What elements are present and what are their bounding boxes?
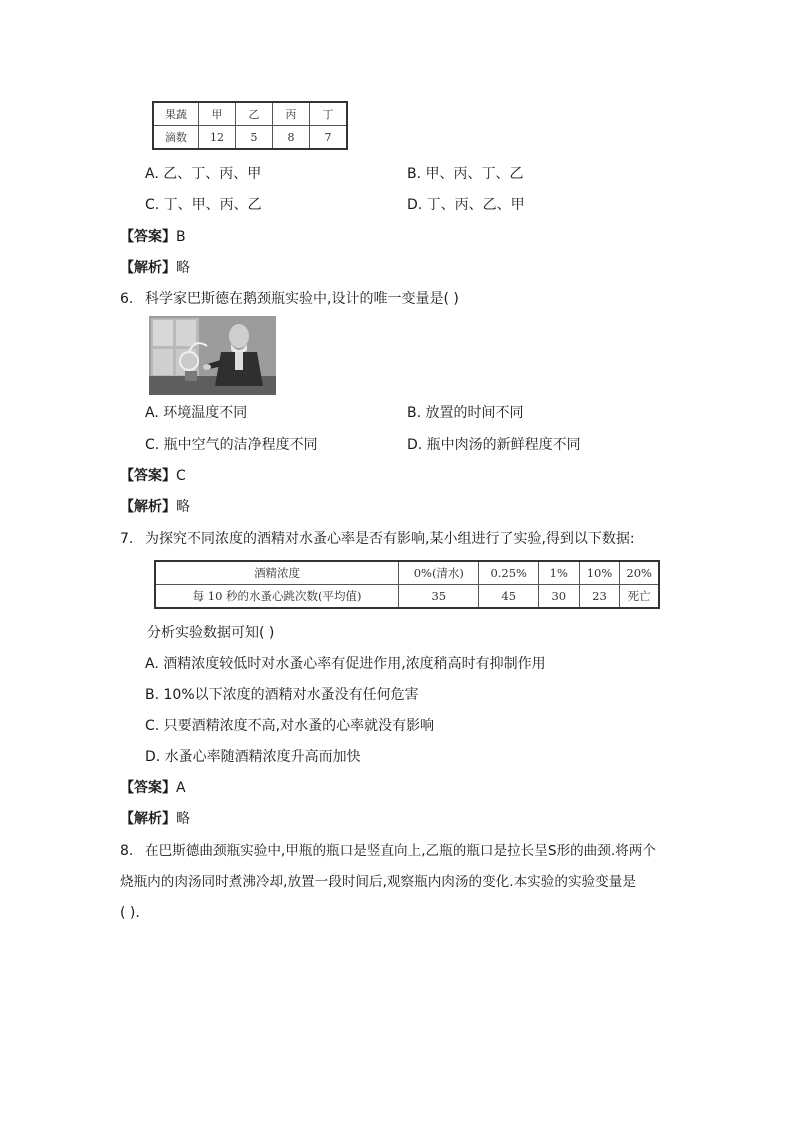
answer-label: 【答案】 xyxy=(120,229,176,245)
analysis-label: 【解析】 xyxy=(120,499,176,515)
answer-value: A xyxy=(176,780,186,796)
q5-option-d: D. 丁、丙、乙、甲 xyxy=(407,197,525,213)
table-cell: 8 xyxy=(273,126,310,150)
table-cell: 甲 xyxy=(199,102,236,126)
table-cell: 5 xyxy=(236,126,273,150)
answer-label: 【答案】 xyxy=(120,468,176,484)
q7-option-a: A. 酒精浓度较低时对水蚤心率有促进作用,浓度稍高时有抑制作用 xyxy=(145,656,546,672)
analysis-value: 略 xyxy=(176,499,190,515)
table-cell: 1% xyxy=(538,561,579,585)
table-row xyxy=(155,585,659,609)
q6-option-c: C. 瓶中空气的洁净程度不同 xyxy=(145,437,318,453)
answer-value: C xyxy=(176,468,186,484)
q5-answer xyxy=(120,228,186,246)
analysis-label: 【解析】 xyxy=(120,811,176,827)
table-cell: 每 10 秒的水蚤心跳次数(平均值) xyxy=(155,585,399,609)
table-cell: 12 xyxy=(199,126,236,150)
table-cell: 35 xyxy=(399,585,479,609)
q8-stem-line3: ( ). xyxy=(120,905,140,921)
pasteur-photo xyxy=(149,316,276,395)
table-cell: 滴数 xyxy=(153,126,199,150)
table-row xyxy=(153,126,347,150)
q7-analysis xyxy=(120,810,190,828)
table-cell: 30 xyxy=(538,585,579,609)
q8-number: 8. xyxy=(120,843,134,859)
analysis-value: 略 xyxy=(176,811,190,827)
q5-option-a: A. 乙、丁、丙、甲 xyxy=(145,166,262,182)
q5-analysis xyxy=(120,259,190,277)
pasteur-illustration xyxy=(149,316,276,395)
q6-option-b: B. 放置的时间不同 xyxy=(407,405,524,421)
table-cell: 0%(清水) xyxy=(399,561,479,585)
q8-stem-line2: 烧瓶内的肉汤同时煮沸冷却,放置一段时间后,观察瓶内肉汤的变化.本实验的实验变量是 xyxy=(120,874,636,890)
table-cell: 0.25% xyxy=(479,561,538,585)
q5-option-c: C. 丁、甲、丙、乙 xyxy=(145,197,262,213)
table-cell: 死亡 xyxy=(620,585,659,609)
table-cell: 10% xyxy=(579,561,620,585)
answer-value: B xyxy=(176,229,186,245)
answer-label: 【答案】 xyxy=(120,780,176,796)
table-cell: 乙 xyxy=(236,102,273,126)
table-cell: 果蔬 xyxy=(153,102,199,126)
q7-option-d: D. 水蚤心率随酒精浓度升高而加快 xyxy=(145,749,361,765)
table-cell: 23 xyxy=(579,585,620,609)
q6-number: 6. xyxy=(120,291,134,307)
q7-stem: 为探究不同浓度的酒精对水蚤心率是否有影响,某小组进行了实验,得到以下数据: xyxy=(145,531,635,547)
fruit-drops-table xyxy=(152,101,348,150)
table-row xyxy=(155,561,659,585)
table-cell: 20% xyxy=(620,561,659,585)
q7-option-b: B. 10%以下浓度的酒精对水蚤没有任何危害 xyxy=(145,687,419,703)
q7-option-c: C. 只要酒精浓度不高,对水蚤的心率就没有影响 xyxy=(145,718,435,734)
q6-option-d: D. 瓶中肉汤的新鲜程度不同 xyxy=(407,437,581,453)
q5-option-b: B. 甲、丙、丁、乙 xyxy=(407,166,524,182)
analysis-label: 【解析】 xyxy=(120,260,176,276)
table-cell: 7 xyxy=(310,126,348,150)
q6-analysis xyxy=(120,498,190,516)
table-cell: 45 xyxy=(479,585,538,609)
q6-answer xyxy=(120,467,186,485)
q8-stem-line1: 在巴斯德曲颈瓶实验中,甲瓶的瓶口是竖直向上,乙瓶的瓶口是拉长呈S形的曲颈.将两个 xyxy=(145,843,656,859)
q6-option-a: A. 环境温度不同 xyxy=(145,405,248,421)
analysis-value: 略 xyxy=(176,260,190,276)
table-cell: 丙 xyxy=(273,102,310,126)
table-cell: 丁 xyxy=(310,102,348,126)
q7-answer xyxy=(120,779,186,797)
q6-stem: 科学家巴斯德在鹅颈瓶实验中,设计的唯一变量是( ) xyxy=(145,291,459,307)
q7-sub-stem: 分析实验数据可知( ) xyxy=(147,625,275,641)
q7-number: 7. xyxy=(120,531,134,547)
table-cell: 酒精浓度 xyxy=(155,561,399,585)
table-row xyxy=(153,102,347,126)
alcohol-heartbeat-table xyxy=(154,560,660,609)
